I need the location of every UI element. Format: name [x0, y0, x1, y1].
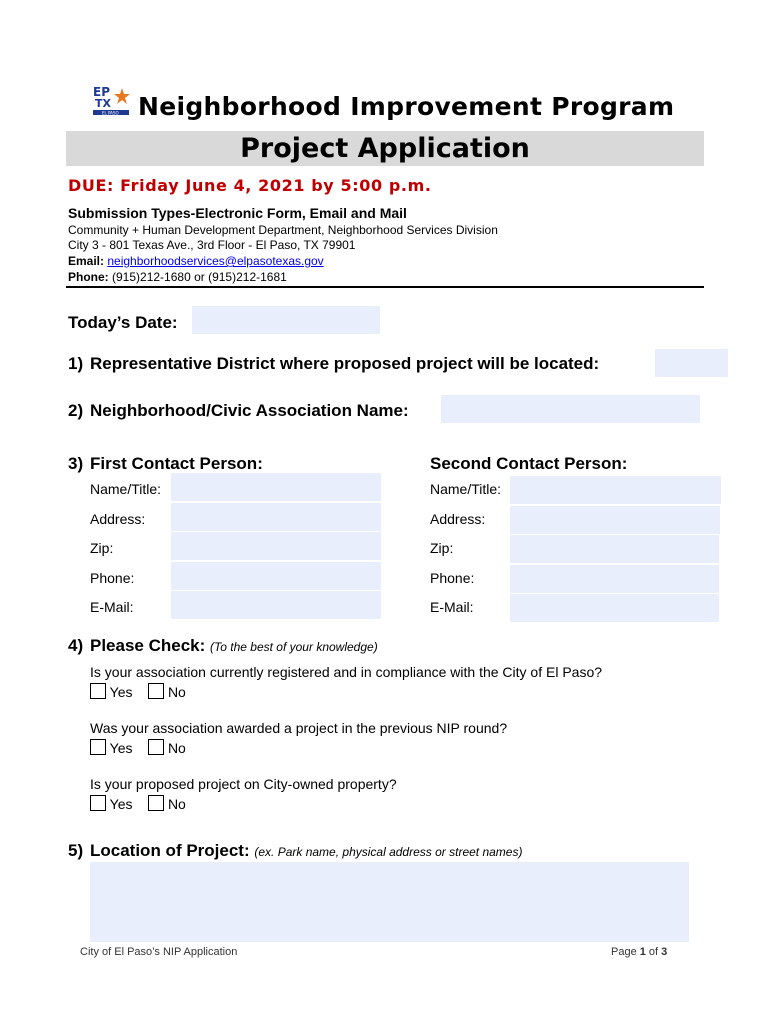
registered-no-label: No [167, 684, 186, 700]
phone-numbers: (915)212-1680 or (915)212-1681 [112, 270, 287, 284]
question-city-property: Is your proposed project on City-owned property? [90, 776, 397, 792]
awarded-no-checkbox[interactable] [148, 739, 164, 755]
city-property-yes-label: Yes [109, 796, 133, 812]
logo-text-tx: TX [95, 97, 111, 110]
awarded-options [90, 739, 186, 756]
registered-yes-checkbox[interactable] [90, 683, 106, 699]
page-total: 3 [661, 946, 668, 958]
second-email-label: E-Mail: [430, 599, 474, 615]
awarded-yes-label: Yes [109, 740, 133, 756]
second-zip-label: Zip: [430, 540, 454, 556]
title-banner [66, 131, 704, 166]
q1-label: Representative District where proposed project will be located: [90, 354, 600, 373]
second-contact-heading: Second Contact Person: [430, 454, 628, 473]
email-line [68, 254, 324, 268]
page-current: 1 [639, 946, 646, 958]
q5-number: 5) [68, 841, 84, 860]
second-phone-label: Phone: [430, 570, 475, 586]
second-address-label: Address: [430, 511, 486, 527]
submission-title: Submission Types-Electronic Form, Email and Mail [68, 205, 407, 221]
awarded-yes-checkbox[interactable] [90, 739, 106, 755]
phone-line [68, 270, 287, 284]
first-name-title-field[interactable] [171, 473, 381, 501]
second-name-title-field[interactable] [510, 476, 721, 504]
email-link[interactable]: neighborhoodservices@elpasotexas.gov [107, 254, 324, 268]
city-property-no-label: No [167, 796, 186, 812]
q2-number: 2) [68, 401, 84, 420]
footer-title: City of El Paso’s NIP Application [80, 946, 238, 958]
doc-title: Project Application [240, 133, 530, 164]
q1-number: 1) [68, 354, 84, 373]
q4-heading: Please Check: [90, 636, 206, 655]
association-name-field[interactable] [441, 395, 700, 423]
awarded-no-label: No [167, 740, 186, 756]
phone-label: Phone: [68, 270, 109, 284]
q5-note: (ex. Park name, physical address or street names) [254, 845, 523, 859]
q4-number: 4) [68, 636, 84, 655]
first-phone-label: Phone: [90, 570, 135, 586]
logo-text-ep: EP [93, 85, 110, 99]
city-logo [90, 84, 132, 116]
second-email-field[interactable] [510, 594, 719, 622]
first-email-label: E-Mail: [90, 599, 134, 615]
q5-label [90, 841, 522, 861]
todays-date-label: Today’s Date: [68, 313, 178, 332]
first-name-title-label: Name/Title: [90, 481, 162, 497]
program-title: Neighborhood Improvement Program [138, 92, 675, 121]
second-phone-field[interactable] [510, 565, 719, 593]
question-awarded: Was your association awarded a project in the previous NIP round? [90, 720, 508, 736]
registered-yes-label: Yes [109, 684, 133, 700]
first-contact-heading: First Contact Person: [90, 454, 263, 473]
question-registered: Is your association currently registered and in compliance with the City of El Paso? [90, 664, 603, 680]
department-line: Community + Human Development Department, Neighborhood Services Division [68, 223, 498, 237]
page-of: of [645, 946, 662, 958]
second-name-title-label: Name/Title: [430, 481, 502, 497]
city-property-options [90, 795, 186, 812]
address-line: City 3 - 801 Texas Ave., 3rd Floor - El Paso, TX 79901 [68, 238, 356, 252]
city-property-yes-checkbox[interactable] [90, 795, 106, 811]
page-prefix: Page [611, 946, 640, 958]
registered-no-checkbox[interactable] [148, 683, 164, 699]
page-number [611, 946, 667, 958]
project-location-field[interactable] [90, 862, 689, 942]
first-zip-field[interactable] [171, 532, 381, 560]
q2-label: Neighborhood/Civic Association Name: [90, 401, 409, 420]
q4-note: (To the best of your knowledge) [210, 640, 378, 654]
first-email-field[interactable] [171, 591, 381, 619]
first-address-label: Address: [90, 511, 146, 527]
q4-label [90, 636, 378, 656]
logo-text-small: EL PASO [102, 110, 119, 116]
registered-options [90, 683, 186, 700]
second-zip-field[interactable] [510, 535, 719, 563]
q3-number: 3) [68, 454, 84, 473]
header-divider [66, 286, 704, 288]
q5-heading: Location of Project: [90, 841, 250, 860]
first-phone-field[interactable] [171, 562, 381, 590]
due-date: DUE: Friday June 4, 2021 by 5:00 p.m. [68, 176, 432, 195]
todays-date-field[interactable] [192, 306, 380, 334]
second-address-field[interactable] [510, 506, 720, 534]
district-field[interactable] [655, 349, 728, 377]
first-address-field[interactable] [171, 503, 381, 531]
first-zip-label: Zip: [90, 540, 114, 556]
city-property-no-checkbox[interactable] [148, 795, 164, 811]
email-label: Email: [68, 254, 105, 268]
